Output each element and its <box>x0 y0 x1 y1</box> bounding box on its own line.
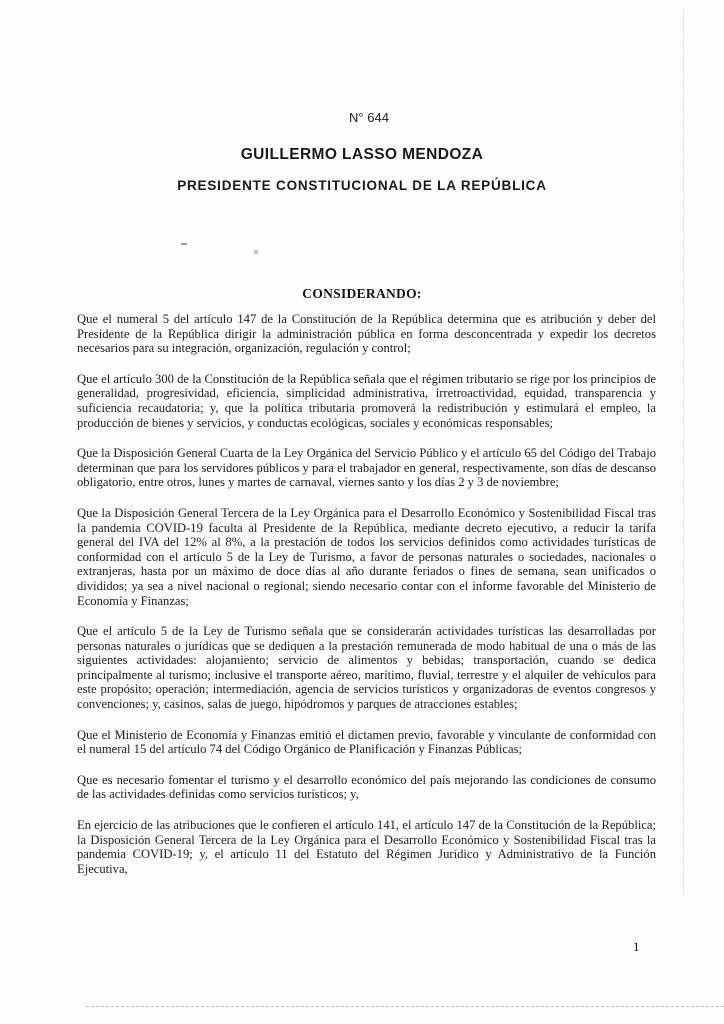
considerando-paragraph: Que el numeral 5 del artículo 147 de la Constitución de la República determina que es atribución y deber del Presidente de la República dirigir la administración pública en forma desconcentrada y expedir los decretos necesarios para su integración, organización, regulación y control; <box>77 312 656 356</box>
considerando-paragraph: Que la Disposición General Cuarta de la Ley Orgánica del Servicio Público y el artículo 65 del Código del Trabajo determinan que para los servidores públicos y para el trabajador en general, respectivamente, son días de descanso obligatorio, entre otros, lunes y martes de carnaval, viernes santo y los días 2 y 3 de noviembre; <box>77 446 656 490</box>
page-number: 1 <box>633 939 640 954</box>
scan-artifact-bottom-line <box>86 1006 724 1007</box>
scan-artifact-vertical-line <box>683 10 684 894</box>
considerando-paragraph: Que es necesario fomentar el turismo y el desarrollo económico del país mejorando las condiciones de consumo de las actividades definidas como servicios turísticos; y, <box>77 772 656 802</box>
enacting-clause-paragraph: En ejercicio de las atribuciones que le confieren el artículo 141, el artículo 147 de la Constitución de la República; la Disposición General Tercera de la Ley Orgánica para el Desarrollo Económico y Sostenibilidad Fiscal tras la pandemia COVID-19; y, el artículo 11 del Estatuto del Régimen Jurídico y Administrativo de la Función Ejecutiva, <box>77 818 656 876</box>
document-body <box>77 312 656 892</box>
scan-speck <box>254 250 258 254</box>
author-name: GUILLERMO LASSO MENDOZA <box>240 146 484 163</box>
decree-number: N° 644 <box>349 110 389 125</box>
considerando-paragraph: Que el artículo 300 de la Constitución de la República señala que el régimen tributario se rige por los principios de generalidad, progresividad, eficiencia, simplicidad administrativa, irretroactividad, equidad, transparencia y suficiencia recaudatoria; y, que la política tributaria promoverá la redistribución y estimulará el empleo, la producción de bienes y servicios, y conductas ecológicas, sociales y económicas responsables; <box>77 371 656 430</box>
section-heading-considerando: CONSIDERANDO: <box>302 286 422 301</box>
considerando-paragraph: Que la Disposición General Tercera de la Ley Orgánica para el Desarrollo Económico y Sostenibilidad Fiscal tras la pandemia COVID-19 faculta al Presidente de la República, mediante decreto ejecutivo, a reducir la tarifa general del IVA del 12% al 8%, a la prestación de todos los servicios definidos como actividades turísticas de conformidad con el artículo 5 de la Ley de Turismo, a favor de personas naturales o sociedades, nacionales o extranjeras, hasta por un máximo de doce días al año durante feriados o fines de semana, sean unificados o divididos; ya sea a nivel nacional o regional; siendo necesario contar con el informe favorable del Ministerio de Economía y Finanzas; <box>77 505 656 608</box>
author-title: PRESIDENTE CONSTITUCIONAL DE LA REPÚBLICA <box>177 178 547 193</box>
scan-speck <box>181 243 187 245</box>
considerando-paragraph: Que el Ministerio de Economía y Finanzas emitió el dictamen previo, favorable y vinculante de conformidad con el numeral 15 del artículo 74 del Código Orgánico de Planificación y Finanzas Públicas; <box>77 727 656 757</box>
considerando-paragraph: Que el artículo 5 de la Ley de Turismo señala que se considerarán actividades turísticas las desarrolladas por personas naturales o jurídicas que se dediquen a la prestación remunerada de modo habitual de una o más de las siguientes actividades: alojamiento; servicio de alimentos y bebidas; transportación, cuando se dedica principalmente al turismo; inclusive el transporte aéreo, marítimo, fluvial, terrestre y el alquiler de vehículos para este propósito; operación; intermediación, agencia de servicios turísticos y organizadoras de eventos congresos y convenciones; y, casinos, salas de juego, hipódromos y parques de atracciones estables; <box>77 624 656 712</box>
